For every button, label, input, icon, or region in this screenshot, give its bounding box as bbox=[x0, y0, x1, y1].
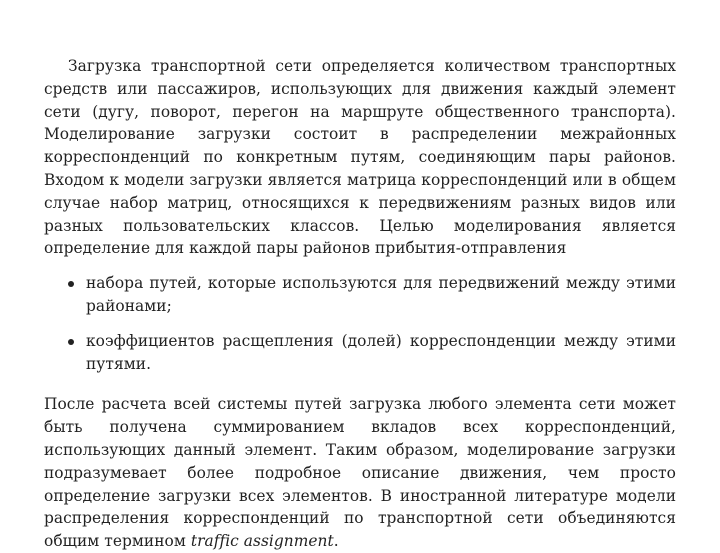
intro-paragraph: Загрузка транспортной сети определяется количеством транспортных средств или пассажиров, использующих для движения каждый элемент сети (дугу, поворот, перегон на маршруте общественного транспорта). Моделирование загрузки состоит в распределении межрайонных корреспонденций по конкретным путям, соединяющим пары районов. Входом к модели загрузки является матрица корреспонденций или в общем случае набор матриц, относящихся к передвижениям разных видов или разных пользовательских классов. Целью моделирования является определение для каждой пары районов прибытия-отправления bbox=[44, 57, 676, 258]
bullet-item bbox=[44, 330, 676, 376]
bullet-icon bbox=[68, 281, 74, 287]
conclusion-text: После расчета всей системы путей загрузка любого элемента сети может быть получена суммированием вкладов всех корреспонденций, использующих данный элемент. Таким образом, моделирование загрузки подразумевает более подробное описание движения, чем просто определение загрузки всех элементов. В иностранной литературе модели распределения корреспонденций по транспортной сети объединяются общим термином bbox=[44, 395, 676, 551]
term-traffic-assignment: traffic assignment bbox=[190, 532, 334, 551]
bullet-list bbox=[44, 272, 676, 375]
bullet-text: набора путей, которые используются для передвижений между этими районами; bbox=[86, 274, 676, 315]
term-suffix: . bbox=[333, 532, 339, 551]
bullet-text: коэффициентов расщепления (долей) корреспонденции между этими путями. bbox=[86, 331, 676, 373]
document-page bbox=[44, 55, 676, 553]
bullet-item bbox=[44, 272, 676, 318]
bullet-icon bbox=[68, 339, 74, 345]
conclusion-paragraph bbox=[44, 393, 676, 553]
